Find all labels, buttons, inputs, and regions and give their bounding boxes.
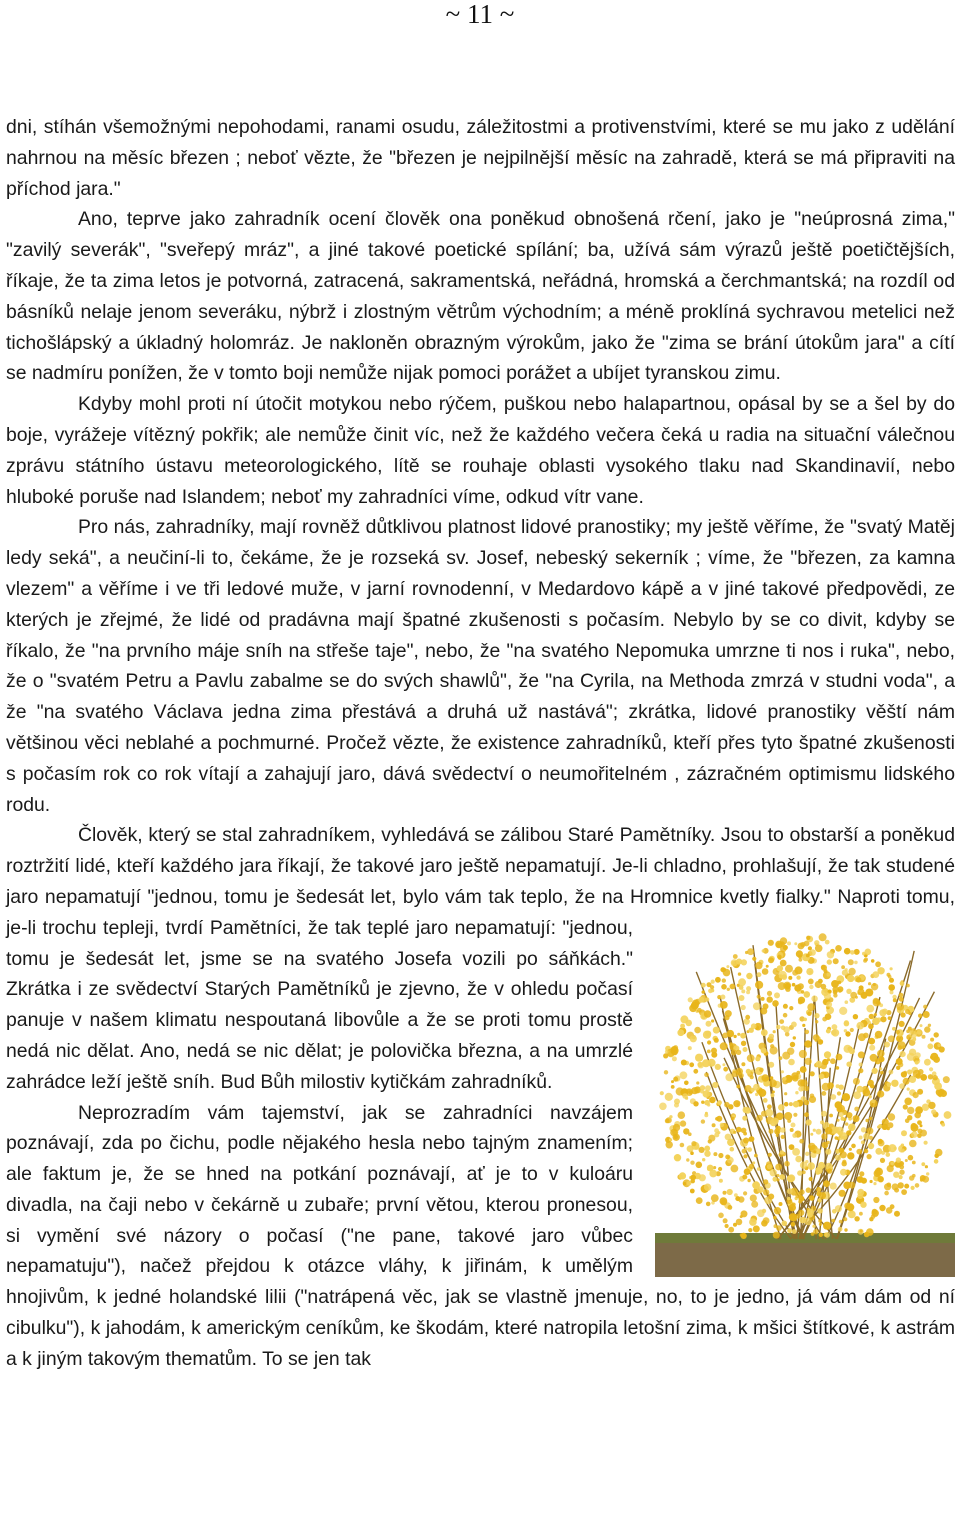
- paragraph-6: Neprozradím vám tajemství, jak se zahradníci navzájem poznávají, zda po čichu, podle nějakého hesla nebo tajným znamením; ale faktum je, že se hned na potkání poznávají, ať je to v kuloáru divadla, na čaji nebo v čekárně u zubaře; první větou, kterou pronesou, si vymění své názory o počasí ("ne pane, takové jaro vůbec nepamatuju"), načež přejdou k otázce vláhy, k jiřinám, k umělým hnojivům, k jedné holandské lilii ("natrápená věc, jak se vlastně jmenuje, no, to je jedno, já vám dám od ní cibulku"), k jahodám, k americkým ceníkům, ke škodám, které natropila letošní zima, k mšici štítkové, k astrám a k jiným takovým thematům. To se jen tak: [6, 1101, 955, 1370]
- paragraph-2: Ano, teprve jako zahradník ocení člověk ona poněkud obnošená rčení, jako je "neúprosná zima," "zavilý severák", "sveřepý mráz", a jiné takové poetické spílání; ba, užívá sám výrazů ještě poetičtějších, říkaje, že ta zima letos je potvorná, zatracená, sakramentská, neřádná, hromská a čerchmantská; na rozdíl od básníků nelaje jenom severáku, nýbrž i zlostným větrům východním; a méně proklíná sychravou metelici než tichošlápský a úkladný holomráz. Je nakloněn obrazným výrokům, jako že "zima se brání útokům jara" a cítí se nadmíru ponížen, že v tomto boji nemůže nijak pomoci porážet a ubíjet tyranskou zimu.: [6, 208, 955, 385]
- text-body: [6, 112, 955, 1375]
- paragraph-4: Pro nás, zahradníky, mají rovněž důtklivou platnost lidové pranostiky; my ještě věříme, že "svatý Matěj ledy seká", a neučiní-li to, čekáme, že je rozseká sv. Josef, nebeský sekerník ; víme, že "březen, za kamna vlezem" a věříme i ve tři ledové muže, v jarní rovnodenní, v Medardovo kápě a v jiné takové předpovědi, ze kterých je zřejmé, že lidé od pradávna mají špatné zkušenosti s počasím. Nebylo by se co divit, kdyby se říkalo, že "na prvního máje sníh na střeše taje", nebo, že "na svatého Nepomuka umrzne ti nos i ruka", nebo, že o "svatém Petru a Pavlu zabalme se do svých shawlů", že "na Cyrila, na Methoda zmrzá v studni voda", a že "na svatého Václava jedna zima přestává a druhá už nastává"; zkrátka, lidové pranostiky věští nám většinou věci neblahé a pochmurné. Pročež vězte, že existence zahradníků, kteří přes tyto špatné zkušenosti s počasím rok co rok vítají a zahajují jaro, dává svědectví o neumořitelném , zázračném optimismu lidského rodu.: [6, 516, 955, 816]
- paragraph-3: Kdyby mohl proti ní útočit motykou nebo rýčem, puškou nebo halapartnou, opásal by se a šel by do boje, vyrážeje vítězný pokřik; ale nemůže činit víc, než že každého večera čeká u radia na situační válečnou zprávu státního ústavu meteorologického, lítě se rouhaje oblasti vysokého tlaku nad Skandinavií, nebo hluboké poruše nad Islandem; neboť my zahradníci víme, odkud vítr vane.: [6, 393, 955, 508]
- paragraph-5-before-image: Člověk, který se stal zahradníkem, vyhledává se zálibou Staré Pamětníky. Jsou to obstarší a poněkud roztržití lidé, kteří každého jara říkají, že takové jaro ještě nepamatují. Je-li chladno, prohlašují, že tak studené jaro nepamatují "jednou, tomu je šedesát let, bylo vám tak teplo, že na Hromnice kvetly fialky." Naproti tomu, je-li trochu tepleji, tvrdí Pamětníci, že tak teplé jaro nepamatují: "jednou, tomu je šedesát let, jsme se na svatého Josefa vozili po sáňkách." Zkrátka i ze svědectví Starých Pamětníků je zjevno, že v ohledu počasí panuje v našem klimatu nespoutaná libovůle a že se proti tomu prostě nedá nic dělat. Ano, nedá se nic dělat; je polovička března, a na umrzlé zahrádce leží ještě sníh. Bud Bůh milostiv kytičkám zahradníků.: [6, 820, 955, 1097]
- page-number: ~ 11 ~: [445, 0, 515, 29]
- forsythia-bush-icon: [655, 921, 955, 1277]
- paragraph-1: dni, stíhán všemožnými nepohodami, ranami osudu, záležitostmi a protivenstvími, které se mu jako z udělání nahrnou na měsíc březen ; neboť vězte, že "březen je nejpilnější měsíc na zahradě, která se má připraviti na příchod jara.": [6, 116, 955, 200]
